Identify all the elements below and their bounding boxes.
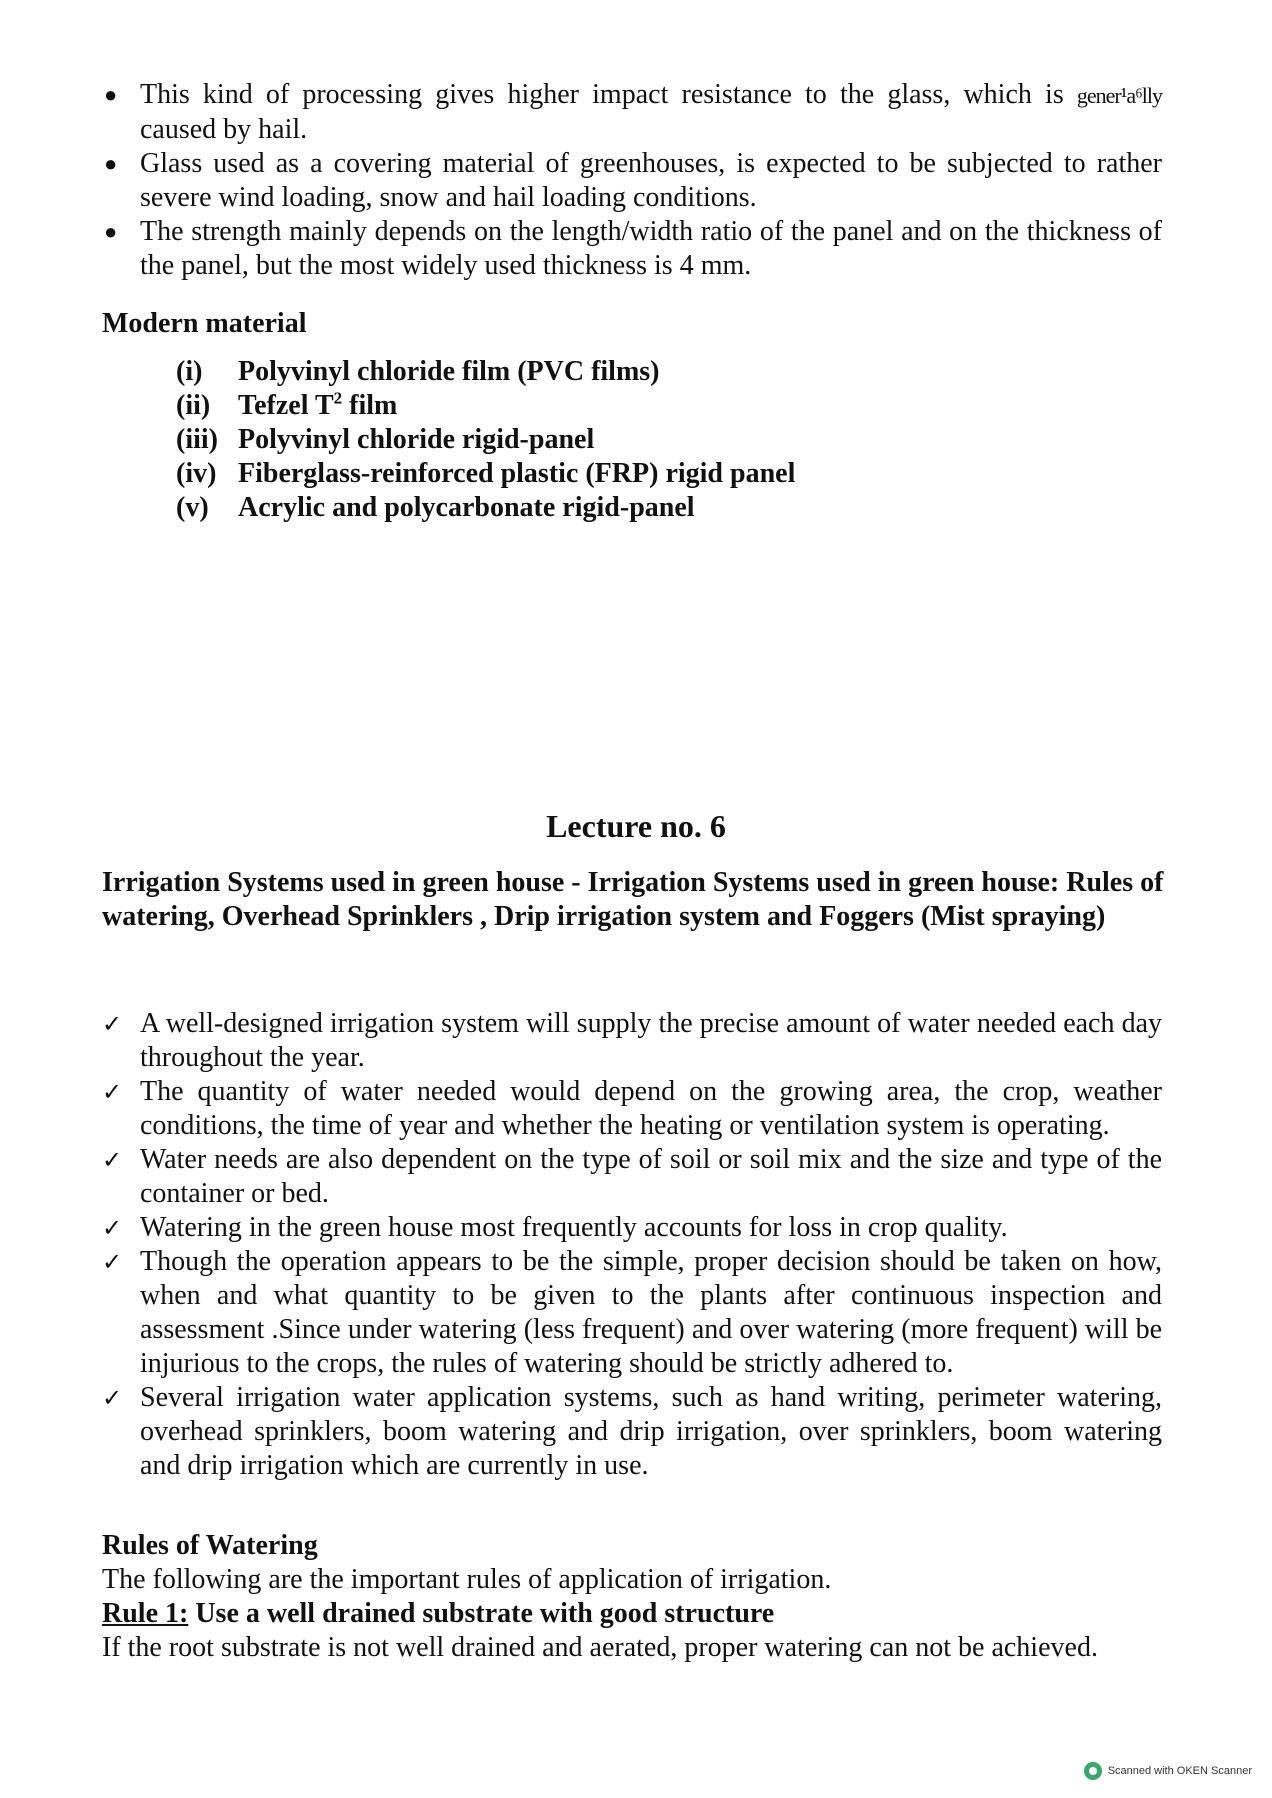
rule-1-text: If the root substrate is not well drained and aerated, proper watering can not be achieved. bbox=[102, 1632, 1098, 1663]
list-item-text: The strength mainly depends on the length/width ratio of the panel and on the thickness of the panel, but the most widely used thickness is 4 mm. bbox=[140, 216, 1162, 281]
item-label: Acrylic and polycarbonate rigid-panel bbox=[238, 492, 695, 523]
list-item bbox=[176, 423, 795, 457]
check-mark-icon: ✓ bbox=[102, 1384, 123, 1412]
item-number: (v) bbox=[176, 492, 209, 523]
rules-intro: The following are the important rules of application of irrigation. bbox=[102, 1564, 832, 1595]
modern-material-heading: Modern material bbox=[102, 308, 307, 339]
list-item bbox=[102, 78, 1162, 147]
list-item bbox=[102, 1245, 1162, 1381]
item-label-suffix: film bbox=[342, 390, 398, 421]
lecture-title: Lecture no. 6 bbox=[546, 808, 726, 844]
list-item bbox=[102, 1075, 1162, 1143]
item-label: Polyvinyl chloride rigid-panel bbox=[238, 424, 595, 455]
garbled-text: gener¹a⁶lly bbox=[1076, 83, 1162, 108]
intro-bullet-list bbox=[102, 78, 1162, 283]
list-item-text: This kind of processing gives higher impact resistance to the glass, which is bbox=[140, 79, 1077, 110]
list-item bbox=[102, 1211, 1162, 1245]
list-item bbox=[102, 1381, 1162, 1483]
rules-heading: Rules of Watering bbox=[102, 1530, 318, 1561]
list-item-text: The quantity of water needed would depend on the growing area, the crop, weather conditions, the time of year and whether the heating or ventilation system is operating. bbox=[140, 1076, 1162, 1141]
lecture-subtitle: Irrigation Systems used in green house - Irrigation Systems used in green house: Rules of watering, Overhead Sprinklers , Drip irrigation system and Foggers (Mist spraying) bbox=[102, 867, 1164, 932]
item-label: Tefzel T bbox=[238, 390, 334, 421]
list-item-text: Watering in the green house most frequently accounts for loss in crop quality. bbox=[140, 1212, 1008, 1243]
item-number: (i) bbox=[176, 356, 203, 387]
item-number: (iii) bbox=[176, 424, 218, 455]
scanner-watermark bbox=[1084, 1762, 1252, 1780]
rule-1-title: Use a well drained substrate with good structure bbox=[188, 1598, 775, 1629]
bullet-icon: ● bbox=[104, 82, 118, 107]
list-item-text: caused by hail. bbox=[140, 114, 308, 145]
check-mark-icon: ✓ bbox=[102, 1078, 123, 1106]
list-item bbox=[176, 491, 795, 525]
check-mark-icon: ✓ bbox=[102, 1248, 123, 1276]
list-item bbox=[102, 1007, 1162, 1075]
check-mark-icon: ✓ bbox=[102, 1214, 123, 1242]
check-mark-icon: ✓ bbox=[102, 1146, 123, 1174]
list-item-text: Several irrigation water application systems, such as hand writing, perimeter watering, overhead sprinklers, boom watering and drip irrigation, over sprinklers, boom watering and drip irrigation which are currently in use. bbox=[140, 1382, 1162, 1481]
bullet-icon: ● bbox=[104, 219, 118, 244]
check-mark-icon: ✓ bbox=[102, 1010, 123, 1038]
item-label: Fiberglass-reinforced plastic (FRP) rigid panel bbox=[238, 458, 796, 489]
list-item bbox=[176, 457, 795, 491]
scanner-logo-icon bbox=[1084, 1762, 1102, 1780]
material-list bbox=[176, 355, 795, 525]
item-label: Polyvinyl chloride film (PVC films) bbox=[238, 356, 660, 387]
list-item-text: A well-designed irrigation system will supply the precise amount of water needed each day throughout the year. bbox=[140, 1008, 1162, 1073]
watermark-text: Scanned with OKEN Scanner bbox=[1107, 1765, 1252, 1777]
item-number: (iv) bbox=[176, 458, 217, 489]
list-item bbox=[176, 355, 795, 389]
list-item-text: Though the operation appears to be the simple, proper decision should be taken on how, when and what quantity to be given to the plants after continuous inspection and assessment .Since under watering (less frequent) and over watering (more frequent) will be injurious to the crops, the rules of watering should be strictly adhered to. bbox=[140, 1246, 1162, 1379]
item-superscript: 2 bbox=[333, 388, 343, 408]
list-item bbox=[102, 147, 1162, 215]
list-item-text: Glass used as a covering material of greenhouses, is expected to be subjected to rather severe wind loading, snow and hail loading conditions. bbox=[140, 148, 1162, 213]
item-number: (ii) bbox=[176, 390, 211, 421]
list-item-text: Water needs are also dependent on the type of soil or soil mix and the size and type of the container or bed. bbox=[140, 1144, 1162, 1209]
irrigation-check-list bbox=[102, 1007, 1162, 1483]
rule-1-heading bbox=[102, 1597, 1202, 1631]
list-item bbox=[102, 215, 1162, 283]
bullet-icon: ● bbox=[104, 151, 118, 176]
rule-1-label: Rule 1: bbox=[102, 1598, 189, 1629]
list-item bbox=[102, 1143, 1162, 1211]
list-item bbox=[176, 389, 795, 423]
